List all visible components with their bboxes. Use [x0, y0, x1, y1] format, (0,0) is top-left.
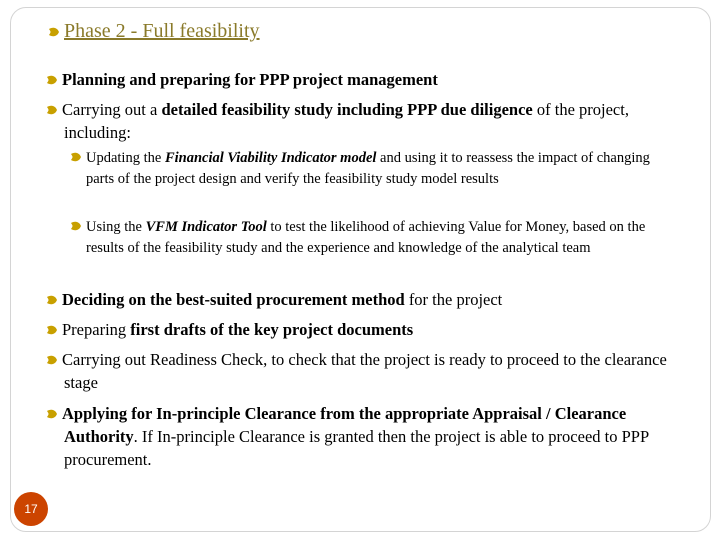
- bullet-icon: [46, 354, 58, 366]
- bullet-text: Preparing: [62, 320, 131, 339]
- bullet-text: to test the likelihood of achieving Value for Money, based on the results of the feasibility study and the experience and knowledge of the analytical team: [86, 219, 646, 256]
- bullet-planning: [46, 68, 676, 91]
- page-number-badge: 17: [14, 492, 48, 526]
- bullet-procurement-method: [46, 288, 676, 311]
- bullet-text: Carrying out Readiness Check, to check that the project is ready to proceed to the clearance stage: [62, 350, 667, 392]
- bullet-bold: Applying for In-principle Clearance from the appropriate Appraisal / Clearance Authority: [62, 404, 627, 446]
- title-text: Phase 2 - Full feasibility: [64, 20, 260, 42]
- bullet-text: Carrying out a: [62, 100, 162, 119]
- bullet-icon: [46, 408, 58, 420]
- bullet-icon: [70, 151, 82, 163]
- subbullet-vfm-tool: [70, 217, 670, 259]
- bullet-in-principle-clearance: [46, 402, 676, 471]
- bullet-icon: [46, 104, 58, 116]
- bullet-text: of the project, including:: [64, 100, 629, 142]
- bullet-text: for the project: [404, 290, 503, 309]
- bullet-icon: [48, 26, 60, 38]
- bullet-readiness-check: [46, 348, 676, 394]
- bullet-bold: first drafts of the key project documents: [130, 320, 414, 339]
- bullet-first-drafts: [46, 318, 676, 341]
- bullet-icon: [46, 324, 58, 336]
- bullet-bold: Deciding on the best-suited procurement method: [62, 290, 405, 309]
- bullet-bold-italic: Financial Viability Indicator model: [164, 150, 377, 166]
- bullet-text: . If In-principle Clearance is granted then the project is able to proceed to PPP procurement.: [64, 427, 649, 469]
- bullet-bold: Planning and preparing for PPP project management: [62, 70, 438, 89]
- bullet-text: and using it to reassess the impact of changing parts of the project design and verify the feasibility study model results: [86, 150, 650, 187]
- bullet-text: Updating the: [86, 150, 165, 166]
- bullet-icon: [70, 220, 82, 232]
- bullet-icon: [46, 294, 58, 306]
- bullet-feasibility-study: [46, 98, 676, 144]
- bullet-text: Using the: [86, 219, 146, 235]
- bullet-bold-italic: VFM Indicator Tool: [145, 219, 267, 235]
- slide-title: [48, 20, 260, 43]
- subbullet-fvi-model: [70, 148, 670, 190]
- bullet-bold: detailed feasibility study including PPP due diligence: [161, 100, 533, 119]
- bullet-icon: [46, 74, 58, 86]
